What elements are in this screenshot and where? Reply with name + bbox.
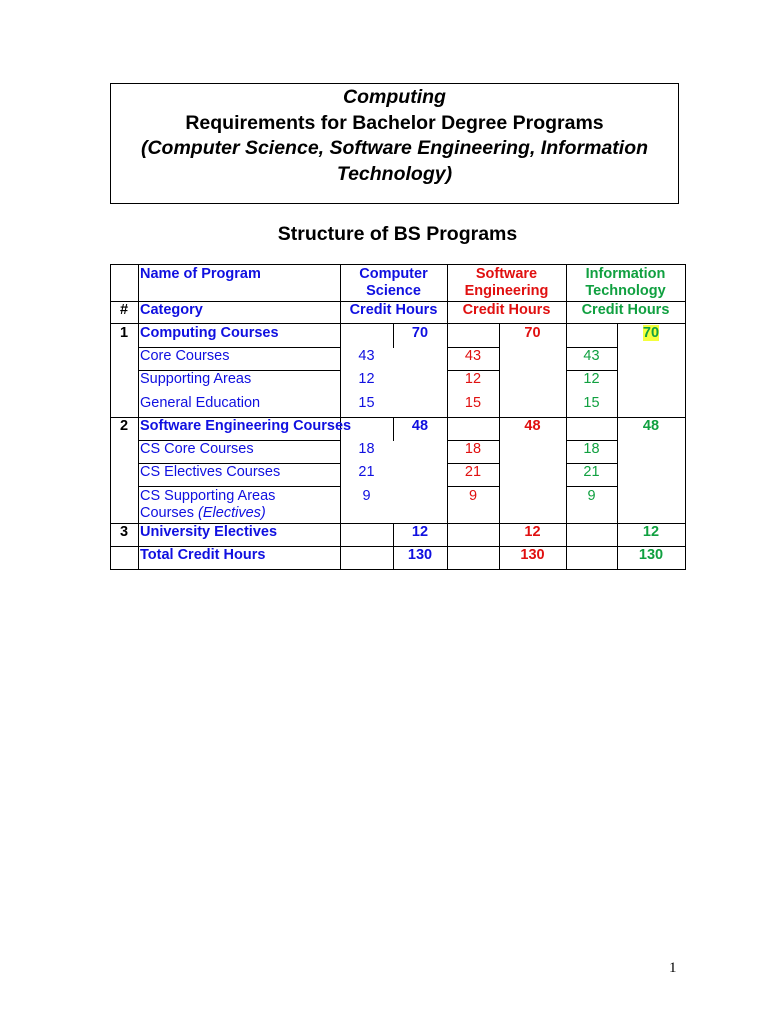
it-total: 130: [638, 547, 664, 563]
cs-value: 21: [358, 464, 375, 480]
title-requirements: Requirements for Bachelor Degree Programs: [185, 111, 604, 134]
cs-value: 18: [358, 441, 375, 457]
page-number: 1: [669, 960, 677, 976]
group-title: Computing Courses: [140, 325, 279, 341]
header-cs-credit-hours: Credit Hours: [349, 302, 438, 318]
item-label-cont: [140, 505, 266, 522]
se-value: 9: [468, 488, 478, 504]
title-box: [110, 83, 679, 204]
header-cs-line2: Science: [366, 283, 421, 299]
section-title: Structure of BS Programs: [277, 223, 518, 245]
se-group-total: 70: [524, 325, 541, 341]
it-group-total: [617, 325, 685, 342]
cs-total: 130: [407, 547, 433, 563]
it-value: 21: [583, 464, 600, 480]
cs-group-total: 12: [411, 524, 429, 540]
header-se-line1: Software: [475, 266, 538, 282]
header-hash: #: [119, 302, 129, 318]
cs-value: 12: [358, 371, 375, 387]
se-value: 12: [464, 371, 482, 387]
it-group-total: 48: [642, 418, 660, 434]
group-number: 1: [119, 325, 129, 341]
header-it-line2: Technology: [585, 283, 666, 299]
it-value: 9: [587, 488, 596, 504]
header-it-credit-hours: Credit Hours: [581, 302, 670, 318]
header-se-credit-hours: Credit Hours: [462, 302, 551, 318]
item-label-courses: Courses: [140, 505, 194, 521]
title-programs-line1: (Computer Science, Software Engineering, Information: [140, 137, 649, 159]
title-programs-line2: Technology): [336, 162, 453, 185]
se-value: 43: [464, 348, 482, 364]
se-total: 130: [520, 547, 545, 563]
group-title: Software Engineering Courses: [140, 418, 352, 434]
item-label: CS Electives Courses: [140, 464, 281, 480]
it-value: 18: [583, 441, 600, 457]
cs-group-total: 48: [411, 418, 429, 434]
cs-group-total: 70: [411, 325, 429, 341]
se-value: 18: [464, 441, 482, 457]
it-value: 43: [583, 348, 600, 364]
item-label: CS Supporting Areas: [140, 488, 276, 504]
se-value: 21: [464, 464, 482, 480]
se-group-total: 12: [524, 524, 541, 540]
group-number: 2: [119, 418, 129, 434]
title-computing: Computing: [343, 86, 446, 108]
item-label: CS Core Courses: [140, 441, 254, 457]
cs-value: 43: [358, 348, 375, 364]
header-name-of-program: Name of Program: [140, 266, 261, 282]
se-value: 15: [464, 395, 482, 411]
item-label: Supporting Areas: [140, 371, 252, 387]
header-cs-line1: Computer: [359, 266, 428, 282]
item-label: Core Courses: [140, 348, 230, 364]
item-label-electives: (Electives): [198, 505, 266, 521]
it-value: 15: [583, 395, 600, 411]
highlighted-value: 70: [642, 325, 660, 341]
item-label: General Education: [140, 395, 261, 411]
it-group-total: 12: [642, 524, 660, 540]
header-category: Category: [140, 302, 203, 318]
group-number: 3: [119, 524, 129, 540]
program-structure-table: [110, 264, 686, 570]
group-title: University Electives: [140, 524, 278, 540]
header-it-line1: Information: [585, 266, 666, 282]
cs-value: 9: [362, 488, 371, 504]
total-label: Total Credit Hours: [140, 547, 266, 563]
header-se-line2: Engineering: [464, 283, 549, 299]
it-value: 12: [583, 371, 600, 387]
cs-value: 15: [358, 395, 375, 411]
se-group-total: 48: [524, 418, 541, 434]
